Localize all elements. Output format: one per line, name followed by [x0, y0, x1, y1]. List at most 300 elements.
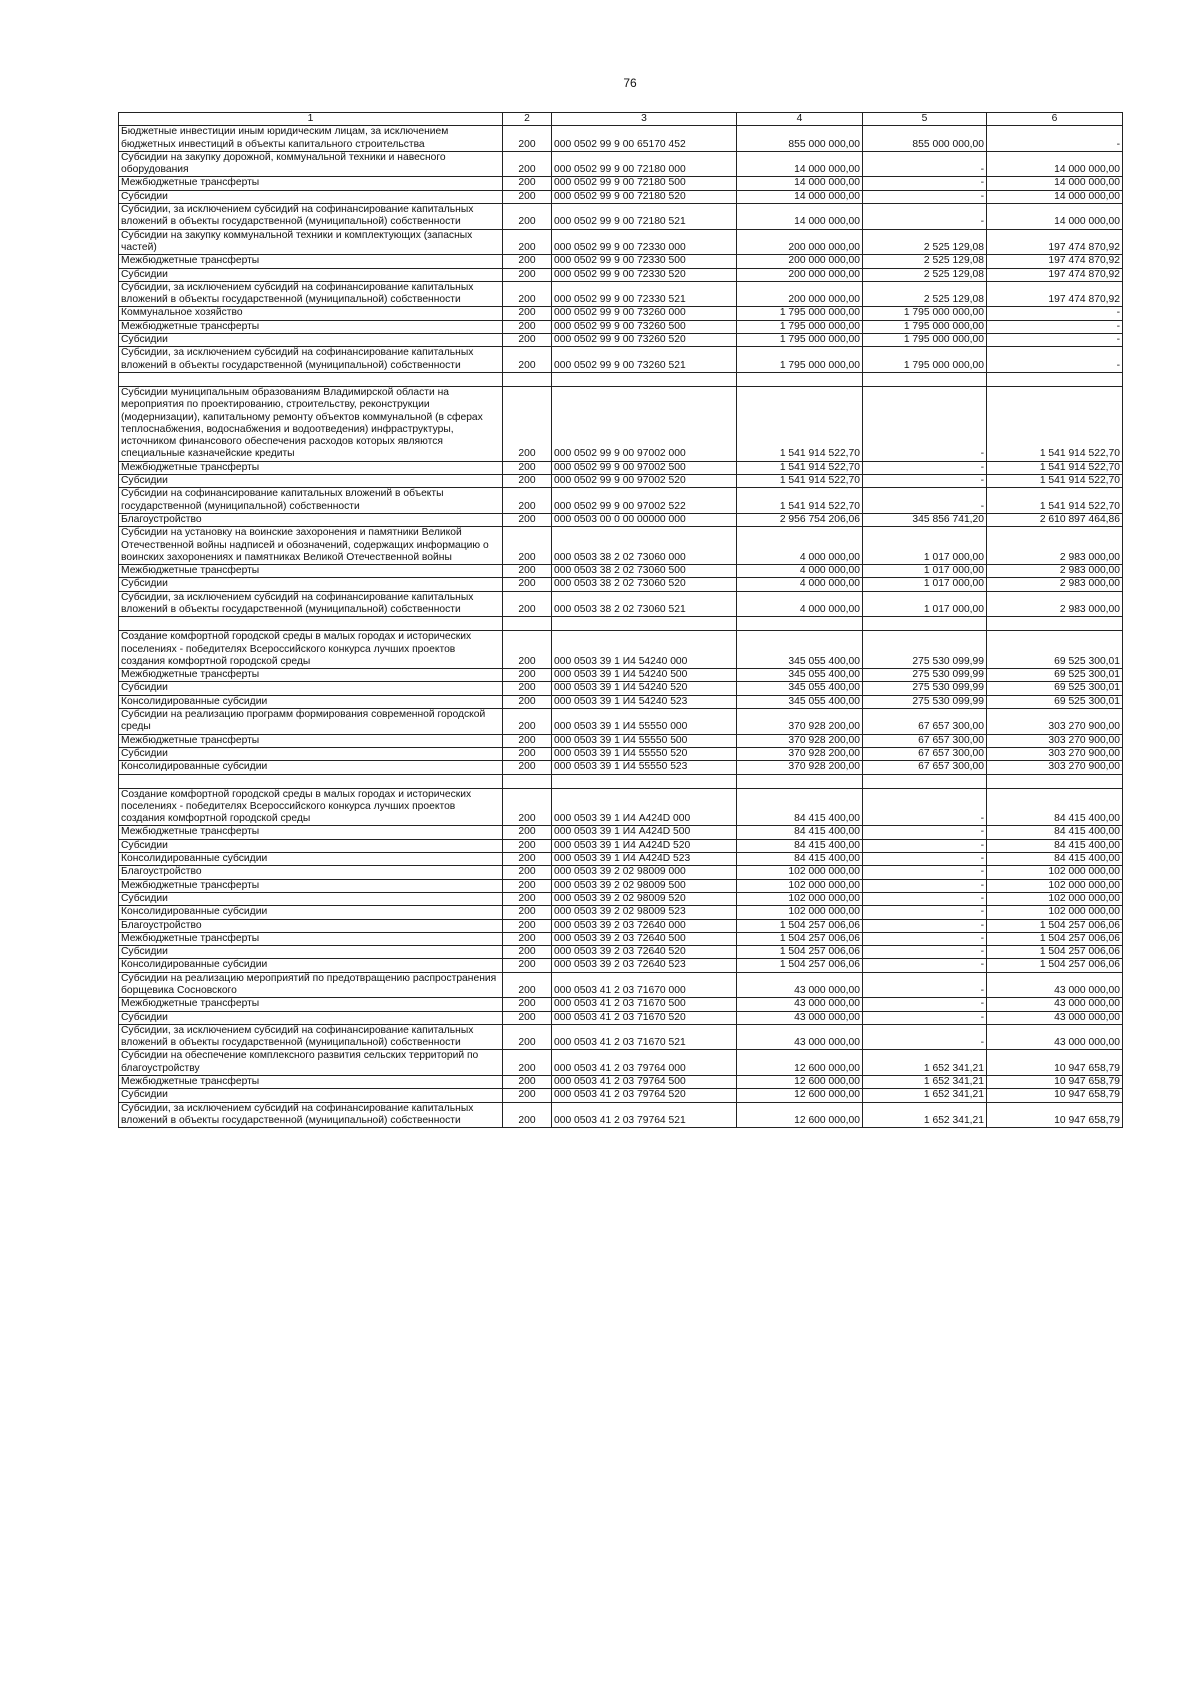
approved-amount-cell: 1 541 914 522,70 [737, 461, 863, 474]
executed-amount-cell: 345 856 741,20 [863, 513, 987, 526]
row-name-cell: Субсидии [119, 334, 503, 347]
table-row [119, 281, 1123, 307]
unexecuted-amount-cell: 102 000 000,00 [987, 879, 1123, 892]
executed-amount-cell: - [863, 1024, 987, 1050]
row-name-cell: Бюджетные инвестиции иным юридическим лицам, за исключением бюджетных инвестиций в объекты капитального строительства [119, 126, 503, 152]
row-name-cell: Межбюджетные трансферты [119, 320, 503, 333]
unexecuted-amount-cell: 14 000 000,00 [987, 177, 1123, 190]
admin-code-cell: 200 [503, 320, 552, 333]
executed-amount-cell: 1 017 000,00 [863, 591, 987, 617]
budget-classification-code-cell: 000 0503 41 2 03 79764 500 [552, 1076, 737, 1089]
admin-code-cell: 200 [503, 190, 552, 203]
executed-amount-cell: - [863, 475, 987, 488]
row-name-cell: Субсидии, за исключением субсидий на софинансирование капитальных вложений в объекты государственной (муниципальной) собственности [119, 1102, 503, 1128]
unexecuted-amount-cell: 10 947 658,79 [987, 1102, 1123, 1128]
budget-classification-code-cell: 000 0503 39 1 И4 54240 500 [552, 669, 737, 682]
empty-cell [552, 617, 737, 631]
approved-amount-cell: 43 000 000,00 [737, 1011, 863, 1024]
empty-cell [119, 774, 503, 788]
spacer-row [119, 372, 1123, 386]
budget-classification-code-cell: 000 0502 99 9 00 72330 520 [552, 268, 737, 281]
budget-classification-code-cell: 000 0503 00 0 00 00000 000 [552, 513, 737, 526]
approved-amount-cell: 102 000 000,00 [737, 866, 863, 879]
table-row [119, 972, 1123, 998]
approved-amount-cell: 84 415 400,00 [737, 788, 863, 826]
executed-amount-cell: - [863, 386, 987, 461]
row-name-cell: Субсидии муниципальным образованиям Владимирской области на мероприятия по проектированию, строительству, реконструкции (модернизации), капитальному ремонту объектов коммунальной (в сферах теплоснабжения, водоснабжения и водоотведения) инфраструктуры, источником финансового обеспечения расходов которых являются специальные казначейские кредиты [119, 386, 503, 461]
empty-cell [503, 774, 552, 788]
empty-cell [737, 774, 863, 788]
unexecuted-amount-cell: 303 270 900,00 [987, 709, 1123, 735]
spacer-row [119, 774, 1123, 788]
table-row [119, 527, 1123, 565]
executed-amount-cell: 67 657 300,00 [863, 761, 987, 774]
row-name-cell: Субсидии [119, 682, 503, 695]
approved-amount-cell: 200 000 000,00 [737, 255, 863, 268]
column-header: 5 [863, 113, 987, 126]
empty-cell [863, 617, 987, 631]
table-row [119, 866, 1123, 879]
approved-amount-cell: 345 055 400,00 [737, 695, 863, 708]
row-name-cell: Благоустройство [119, 513, 503, 526]
approved-amount-cell: 14 000 000,00 [737, 177, 863, 190]
approved-amount-cell: 12 600 000,00 [737, 1050, 863, 1076]
approved-amount-cell: 1 504 257 006,06 [737, 932, 863, 945]
budget-classification-code-cell: 000 0502 99 9 00 97002 522 [552, 488, 737, 514]
unexecuted-amount-cell: 1 504 257 006,06 [987, 946, 1123, 959]
executed-amount-cell: 1 652 341,21 [863, 1050, 987, 1076]
row-name-cell: Субсидии [119, 190, 503, 203]
approved-amount-cell: 102 000 000,00 [737, 906, 863, 919]
empty-cell [987, 774, 1123, 788]
admin-code-cell: 200 [503, 734, 552, 747]
approved-amount-cell: 4 000 000,00 [737, 565, 863, 578]
empty-cell [737, 372, 863, 386]
table-row [119, 932, 1123, 945]
column-number-row [119, 113, 1123, 126]
budget-classification-code-cell: 000 0503 41 2 03 79764 520 [552, 1089, 737, 1102]
row-name-cell: Субсидии [119, 578, 503, 591]
row-name-cell: Субсидии на обеспечение комплексного развития сельских территорий по благоустройству [119, 1050, 503, 1076]
executed-amount-cell: 855 000 000,00 [863, 126, 987, 152]
row-name-cell: Консолидированные субсидии [119, 853, 503, 866]
unexecuted-amount-cell: 84 415 400,00 [987, 853, 1123, 866]
budget-classification-code-cell: 000 0502 99 9 00 72330 000 [552, 229, 737, 255]
admin-code-cell: 200 [503, 578, 552, 591]
table-row [119, 826, 1123, 839]
admin-code-cell: 200 [503, 204, 552, 230]
admin-code-cell: 200 [503, 919, 552, 932]
approved-amount-cell: 14 000 000,00 [737, 190, 863, 203]
budget-classification-code-cell: 000 0503 39 1 И4 55550 000 [552, 709, 737, 735]
approved-amount-cell: 14 000 000,00 [737, 204, 863, 230]
empty-cell [863, 774, 987, 788]
table-row [119, 959, 1123, 972]
row-name-cell: Субсидии на закупку коммунальной техники и комплектующих (запасных частей) [119, 229, 503, 255]
row-name-cell: Межбюджетные трансферты [119, 177, 503, 190]
approved-amount-cell: 200 000 000,00 [737, 268, 863, 281]
table-row [119, 347, 1123, 373]
table-row [119, 513, 1123, 526]
row-name-cell: Субсидии, за исключением субсидий на софинансирование капитальных вложений в объекты государственной (муниципальной) собственности [119, 204, 503, 230]
row-name-cell: Субсидии на реализацию мероприятий по предотвращению распространения борщевика Сосновского [119, 972, 503, 998]
admin-code-cell: 200 [503, 177, 552, 190]
table-row [119, 177, 1123, 190]
row-name-cell: Благоустройство [119, 866, 503, 879]
row-name-cell: Межбюджетные трансферты [119, 1076, 503, 1089]
table-row [119, 892, 1123, 905]
executed-amount-cell: - [863, 892, 987, 905]
row-name-cell: Межбюджетные трансферты [119, 461, 503, 474]
executed-amount-cell: 275 530 099,99 [863, 682, 987, 695]
budget-classification-code-cell: 000 0503 39 2 03 72640 520 [552, 946, 737, 959]
admin-code-cell: 200 [503, 682, 552, 695]
budget-classification-code-cell: 000 0503 39 2 02 98009 500 [552, 879, 737, 892]
table-row [119, 1089, 1123, 1102]
row-name-cell: Консолидированные субсидии [119, 695, 503, 708]
table-row [119, 734, 1123, 747]
table-row [119, 839, 1123, 852]
executed-amount-cell: - [863, 972, 987, 998]
budget-classification-code-cell: 000 0503 39 1 И4 55550 523 [552, 761, 737, 774]
unexecuted-amount-cell: 84 415 400,00 [987, 826, 1123, 839]
admin-code-cell: 200 [503, 255, 552, 268]
table-row [119, 906, 1123, 919]
admin-code-cell: 200 [503, 695, 552, 708]
budget-classification-code-cell: 000 0503 41 2 03 71670 500 [552, 998, 737, 1011]
unexecuted-amount-cell: 43 000 000,00 [987, 1011, 1123, 1024]
budget-classification-code-cell: 000 0502 99 9 00 65170 452 [552, 126, 737, 152]
admin-code-cell: 200 [503, 892, 552, 905]
budget-classification-code-cell: 000 0503 38 2 02 73060 500 [552, 565, 737, 578]
budget-classification-code-cell: 000 0503 39 1 И4 А424D 500 [552, 826, 737, 839]
table-row [119, 709, 1123, 735]
executed-amount-cell: 2 525 129,08 [863, 268, 987, 281]
row-name-cell: Межбюджетные трансферты [119, 565, 503, 578]
unexecuted-amount-cell: - [987, 307, 1123, 320]
table-row [119, 190, 1123, 203]
budget-classification-code-cell: 000 0503 39 1 И4 А424D 520 [552, 839, 737, 852]
admin-code-cell: 200 [503, 761, 552, 774]
executed-amount-cell: 67 657 300,00 [863, 709, 987, 735]
executed-amount-cell: - [863, 932, 987, 945]
column-header: 6 [987, 113, 1123, 126]
table-row [119, 475, 1123, 488]
approved-amount-cell: 43 000 000,00 [737, 998, 863, 1011]
admin-code-cell: 200 [503, 826, 552, 839]
approved-amount-cell: 84 415 400,00 [737, 853, 863, 866]
row-name-cell: Субсидии на закупку дорожной, коммунальной техники и навесного оборудования [119, 151, 503, 177]
column-header: 2 [503, 113, 552, 126]
empty-cell [503, 372, 552, 386]
admin-code-cell: 200 [503, 932, 552, 945]
empty-cell [552, 372, 737, 386]
row-name-cell: Межбюджетные трансферты [119, 998, 503, 1011]
executed-amount-cell: - [863, 151, 987, 177]
executed-amount-cell: 1 652 341,21 [863, 1076, 987, 1089]
budget-classification-code-cell: 000 0502 99 9 00 72180 521 [552, 204, 737, 230]
approved-amount-cell: 1 541 914 522,70 [737, 488, 863, 514]
row-name-cell: Создание комфортной городской среды в малых городах и исторических поселениях - победителях Всероссийского конкурса лучших проектов создания комфортной городской среды [119, 631, 503, 669]
admin-code-cell: 200 [503, 229, 552, 255]
empty-cell [863, 372, 987, 386]
empty-cell [119, 617, 503, 631]
executed-amount-cell: 2 525 129,08 [863, 255, 987, 268]
approved-amount-cell: 370 928 200,00 [737, 734, 863, 747]
unexecuted-amount-cell: 69 525 300,01 [987, 695, 1123, 708]
table-row [119, 229, 1123, 255]
approved-amount-cell: 1 541 914 522,70 [737, 475, 863, 488]
unexecuted-amount-cell: 102 000 000,00 [987, 892, 1123, 905]
budget-classification-code-cell: 000 0503 41 2 03 79764 000 [552, 1050, 737, 1076]
admin-code-cell: 200 [503, 1089, 552, 1102]
row-name-cell: Субсидии [119, 946, 503, 959]
unexecuted-amount-cell: 2 610 897 464,86 [987, 513, 1123, 526]
admin-code-cell: 200 [503, 972, 552, 998]
table-row [119, 1050, 1123, 1076]
admin-code-cell: 200 [503, 281, 552, 307]
executed-amount-cell: - [863, 204, 987, 230]
executed-amount-cell: - [863, 190, 987, 203]
executed-amount-cell: - [863, 879, 987, 892]
table-row [119, 695, 1123, 708]
row-name-cell: Субсидии на установку на воинские захоронения и памятники Великой Отечественной войны надписей и обозначений, содержащих информацию о воинских захоронениях и памятниках Великой Отечественной войны [119, 527, 503, 565]
budget-classification-code-cell: 000 0503 41 2 03 71670 521 [552, 1024, 737, 1050]
table-row [119, 998, 1123, 1011]
row-name-cell: Консолидированные субсидии [119, 959, 503, 972]
executed-amount-cell: - [863, 1011, 987, 1024]
executed-amount-cell: - [863, 488, 987, 514]
executed-amount-cell: - [863, 177, 987, 190]
executed-amount-cell: 1 017 000,00 [863, 578, 987, 591]
unexecuted-amount-cell: 1 541 914 522,70 [987, 488, 1123, 514]
approved-amount-cell: 1 795 000 000,00 [737, 307, 863, 320]
budget-classification-code-cell: 000 0502 99 9 00 72180 000 [552, 151, 737, 177]
admin-code-cell: 200 [503, 347, 552, 373]
row-name-cell: Субсидии, за исключением субсидий на софинансирование капитальных вложений в объекты государственной (муниципальной) собственности [119, 281, 503, 307]
unexecuted-amount-cell: 102 000 000,00 [987, 906, 1123, 919]
unexecuted-amount-cell: 197 474 870,92 [987, 255, 1123, 268]
executed-amount-cell: - [863, 906, 987, 919]
budget-classification-code-cell: 000 0502 99 9 00 72330 521 [552, 281, 737, 307]
table-row [119, 488, 1123, 514]
budget-classification-code-cell: 000 0503 39 1 И4 55550 520 [552, 747, 737, 760]
unexecuted-amount-cell: 14 000 000,00 [987, 204, 1123, 230]
unexecuted-amount-cell: 2 983 000,00 [987, 527, 1123, 565]
table-row [119, 631, 1123, 669]
approved-amount-cell: 370 928 200,00 [737, 747, 863, 760]
row-name-cell: Межбюджетные трансферты [119, 932, 503, 945]
admin-code-cell: 200 [503, 513, 552, 526]
budget-classification-code-cell: 000 0503 39 2 03 72640 523 [552, 959, 737, 972]
budget-classification-code-cell: 000 0502 99 9 00 73260 500 [552, 320, 737, 333]
table-row [119, 919, 1123, 932]
approved-amount-cell: 4 000 000,00 [737, 591, 863, 617]
admin-code-cell: 200 [503, 1102, 552, 1128]
unexecuted-amount-cell: 10 947 658,79 [987, 1076, 1123, 1089]
budget-classification-code-cell: 000 0503 41 2 03 71670 000 [552, 972, 737, 998]
spacer-row [119, 617, 1123, 631]
admin-code-cell: 200 [503, 709, 552, 735]
row-name-cell: Субсидии на софинансирование капитальных вложений в объекты государственной (муниципальной) собственности [119, 488, 503, 514]
admin-code-cell: 200 [503, 307, 552, 320]
approved-amount-cell: 102 000 000,00 [737, 892, 863, 905]
approved-amount-cell: 84 415 400,00 [737, 826, 863, 839]
approved-amount-cell: 1 541 914 522,70 [737, 386, 863, 461]
unexecuted-amount-cell: 43 000 000,00 [987, 998, 1123, 1011]
unexecuted-amount-cell: 2 983 000,00 [987, 591, 1123, 617]
table-row [119, 1011, 1123, 1024]
row-name-cell: Создание комфортной городской среды в малых городах и исторических поселениях - победителях Всероссийского конкурса лучших проектов создания комфортной городской среды [119, 788, 503, 826]
admin-code-cell: 200 [503, 879, 552, 892]
admin-code-cell: 200 [503, 488, 552, 514]
approved-amount-cell: 1 504 257 006,06 [737, 919, 863, 932]
admin-code-cell: 200 [503, 268, 552, 281]
approved-amount-cell: 12 600 000,00 [737, 1089, 863, 1102]
empty-cell [119, 372, 503, 386]
unexecuted-amount-cell: 10 947 658,79 [987, 1050, 1123, 1076]
unexecuted-amount-cell: 1 541 914 522,70 [987, 475, 1123, 488]
approved-amount-cell: 200 000 000,00 [737, 229, 863, 255]
executed-amount-cell: 1 795 000 000,00 [863, 307, 987, 320]
executed-amount-cell: 1 795 000 000,00 [863, 320, 987, 333]
approved-amount-cell: 4 000 000,00 [737, 527, 863, 565]
admin-code-cell: 200 [503, 461, 552, 474]
unexecuted-amount-cell: 43 000 000,00 [987, 972, 1123, 998]
admin-code-cell: 200 [503, 853, 552, 866]
column-header: 3 [552, 113, 737, 126]
table-row [119, 334, 1123, 347]
executed-amount-cell: - [863, 461, 987, 474]
budget-classification-code-cell: 000 0502 99 9 00 97002 520 [552, 475, 737, 488]
approved-amount-cell: 12 600 000,00 [737, 1076, 863, 1089]
budget-classification-code-cell: 000 0503 39 2 02 98009 520 [552, 892, 737, 905]
budget-execution-table [118, 112, 1123, 1128]
unexecuted-amount-cell: - [987, 334, 1123, 347]
executed-amount-cell: 1 795 000 000,00 [863, 347, 987, 373]
unexecuted-amount-cell: 303 270 900,00 [987, 734, 1123, 747]
unexecuted-amount-cell: 197 474 870,92 [987, 268, 1123, 281]
executed-amount-cell: - [863, 919, 987, 932]
approved-amount-cell: 14 000 000,00 [737, 151, 863, 177]
table-body [119, 126, 1123, 1128]
budget-classification-code-cell: 000 0502 99 9 00 73260 520 [552, 334, 737, 347]
unexecuted-amount-cell: 69 525 300,01 [987, 682, 1123, 695]
table-row [119, 761, 1123, 774]
executed-amount-cell: - [863, 839, 987, 852]
admin-code-cell: 200 [503, 334, 552, 347]
approved-amount-cell: 1 795 000 000,00 [737, 334, 863, 347]
admin-code-cell: 200 [503, 475, 552, 488]
admin-code-cell: 200 [503, 959, 552, 972]
executed-amount-cell: 1 795 000 000,00 [863, 334, 987, 347]
budget-classification-code-cell: 000 0503 39 1 И4 55550 500 [552, 734, 737, 747]
unexecuted-amount-cell: 14 000 000,00 [987, 190, 1123, 203]
page-number: 76 [623, 76, 637, 90]
row-name-cell: Субсидии [119, 747, 503, 760]
admin-code-cell: 200 [503, 1076, 552, 1089]
unexecuted-amount-cell: 84 415 400,00 [987, 788, 1123, 826]
budget-classification-code-cell: 000 0503 41 2 03 71670 520 [552, 1011, 737, 1024]
budget-classification-code-cell: 000 0503 39 2 03 72640 000 [552, 919, 737, 932]
empty-cell [552, 774, 737, 788]
budget-classification-code-cell: 000 0503 38 2 02 73060 520 [552, 578, 737, 591]
unexecuted-amount-cell: 2 983 000,00 [987, 578, 1123, 591]
unexecuted-amount-cell: 1 541 914 522,70 [987, 461, 1123, 474]
budget-classification-code-cell: 000 0503 39 2 03 72640 500 [552, 932, 737, 945]
column-header: 1 [119, 113, 503, 126]
approved-amount-cell: 370 928 200,00 [737, 709, 863, 735]
approved-amount-cell: 43 000 000,00 [737, 1024, 863, 1050]
budget-classification-code-cell: 000 0503 41 2 03 79764 521 [552, 1102, 737, 1128]
executed-amount-cell: - [863, 853, 987, 866]
table-row [119, 853, 1123, 866]
table-row [119, 151, 1123, 177]
executed-amount-cell: 1 017 000,00 [863, 565, 987, 578]
unexecuted-amount-cell: 84 415 400,00 [987, 839, 1123, 852]
row-name-cell: Субсидии, за исключением субсидий на софинансирование капитальных вложений в объекты государственной (муниципальной) собственности [119, 347, 503, 373]
unexecuted-amount-cell: 197 474 870,92 [987, 281, 1123, 307]
admin-code-cell: 200 [503, 788, 552, 826]
budget-classification-code-cell: 000 0503 38 2 02 73060 521 [552, 591, 737, 617]
table-row [119, 204, 1123, 230]
table-row [119, 1076, 1123, 1089]
table-row [119, 578, 1123, 591]
unexecuted-amount-cell: 1 504 257 006,06 [987, 919, 1123, 932]
table-row [119, 255, 1123, 268]
approved-amount-cell: 345 055 400,00 [737, 682, 863, 695]
approved-amount-cell: 1 795 000 000,00 [737, 320, 863, 333]
executed-amount-cell: 2 525 129,08 [863, 281, 987, 307]
unexecuted-amount-cell: 69 525 300,01 [987, 631, 1123, 669]
approved-amount-cell: 4 000 000,00 [737, 578, 863, 591]
admin-code-cell: 200 [503, 126, 552, 152]
row-name-cell: Субсидии [119, 892, 503, 905]
approved-amount-cell: 1 504 257 006,06 [737, 946, 863, 959]
unexecuted-amount-cell: 1 541 914 522,70 [987, 386, 1123, 461]
budget-classification-code-cell: 000 0503 39 1 И4 54240 520 [552, 682, 737, 695]
approved-amount-cell: 43 000 000,00 [737, 972, 863, 998]
executed-amount-cell: 1 652 341,21 [863, 1089, 987, 1102]
table-row [119, 682, 1123, 695]
executed-amount-cell: 275 530 099,99 [863, 669, 987, 682]
budget-classification-code-cell: 000 0503 38 2 02 73060 000 [552, 527, 737, 565]
unexecuted-amount-cell: 1 504 257 006,06 [987, 959, 1123, 972]
empty-cell [987, 617, 1123, 631]
executed-amount-cell: - [863, 788, 987, 826]
row-name-cell: Субсидии [119, 1011, 503, 1024]
row-name-cell: Субсидии, за исключением субсидий на софинансирование капитальных вложений в объекты государственной (муниципальной) собственности [119, 591, 503, 617]
approved-amount-cell: 200 000 000,00 [737, 281, 863, 307]
executed-amount-cell: 2 525 129,08 [863, 229, 987, 255]
row-name-cell: Межбюджетные трансферты [119, 669, 503, 682]
executed-amount-cell: 1 652 341,21 [863, 1102, 987, 1128]
admin-code-cell: 200 [503, 998, 552, 1011]
empty-cell [503, 617, 552, 631]
row-name-cell: Субсидии [119, 268, 503, 281]
approved-amount-cell: 12 600 000,00 [737, 1102, 863, 1128]
budget-classification-code-cell: 000 0502 99 9 00 97002 500 [552, 461, 737, 474]
executed-amount-cell: 275 530 099,99 [863, 631, 987, 669]
budget-classification-code-cell: 000 0502 99 9 00 73260 521 [552, 347, 737, 373]
budget-classification-code-cell: 000 0503 39 2 02 98009 523 [552, 906, 737, 919]
row-name-cell: Субсидии [119, 839, 503, 852]
executed-amount-cell: 67 657 300,00 [863, 734, 987, 747]
empty-cell [987, 372, 1123, 386]
table-row [119, 268, 1123, 281]
admin-code-cell: 200 [503, 565, 552, 578]
admin-code-cell: 200 [503, 591, 552, 617]
